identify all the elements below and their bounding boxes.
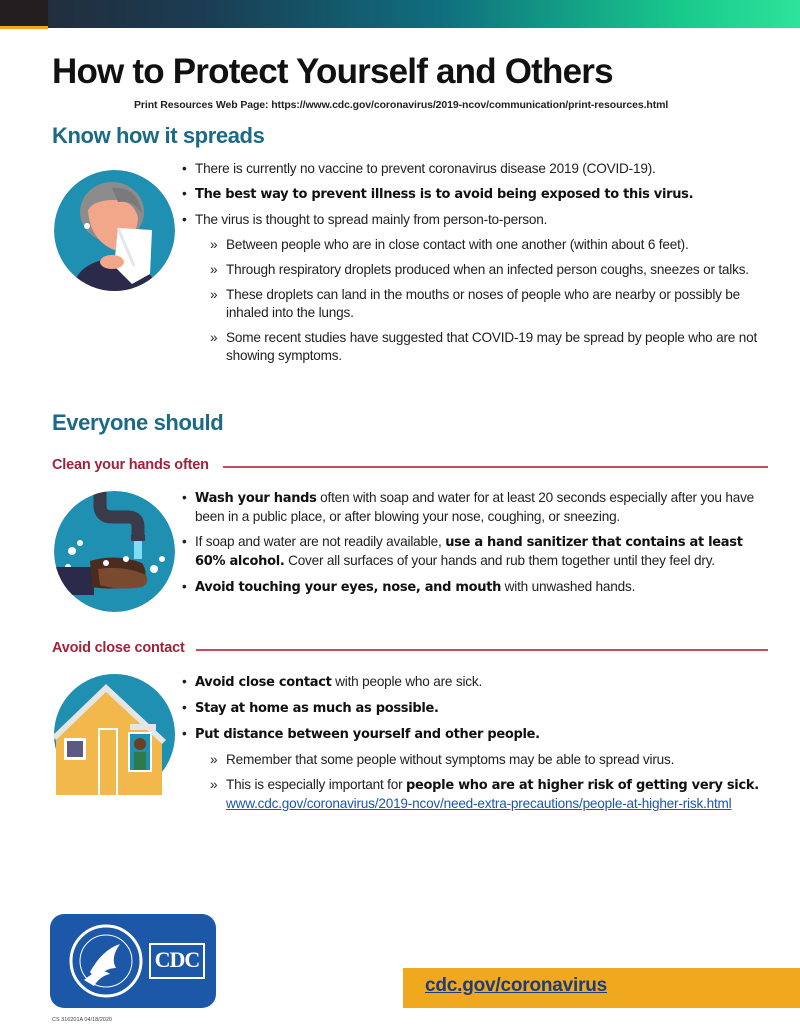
avoid-contact-divider (196, 649, 768, 651)
sneezing-person-illustration (54, 170, 175, 291)
top-banner-dark-block (0, 0, 48, 28)
cdc-coronavirus-link[interactable]: cdc.gov/coronavirus (425, 975, 608, 996)
sub-list-item: » Remember that some people without symptoms may be able to spread virus. (210, 751, 772, 769)
sub-list-item: » This is especially important for people who are at higher risk of getting very sick. www.cdc.gov/coronavirus/2019-ncov/need-extra-precautions/people-at-higher-risk.html (210, 776, 772, 813)
person-tissue-icon (54, 170, 175, 291)
cdc-logo-text: CDC (154, 947, 200, 972)
handwashing-illustration (54, 491, 175, 612)
list-item: • Stay at home as much as possible. (182, 699, 772, 718)
list-item: • Avoid close contact with people who are sick. (182, 673, 772, 692)
clean-hands-divider (223, 466, 768, 468)
home-illustration (54, 674, 175, 795)
list-item: • Wash your hands often with soap and water for at least 20 seconds especially after you have been in a public place, or after blowing your nose, coughing, or sneezing. (182, 489, 772, 526)
know-bullets (182, 160, 772, 372)
clean-hands-heading: Clean your hands often (52, 457, 209, 473)
know-heading: Know how it spreads (52, 123, 265, 148)
sub-list-item: » Some recent studies have suggested that COVID-19 may be spread by people who are not showing symptoms. (210, 329, 772, 365)
top-banner (0, 0, 800, 28)
avoid-contact-heading: Avoid close contact (52, 640, 185, 656)
document-code: CS 316201A 04/18/2020 (52, 1017, 112, 1023)
everyone-heading: Everyone should (52, 410, 224, 435)
sub-list-item: » Through respiratory droplets produced when an infected person coughs, sneezes or talks. (210, 261, 772, 279)
list-item: • There is currently no vaccine to prevent coronavirus disease 2019 (COVID-19). (182, 160, 772, 178)
sub-list-item: » Between people who are in close contact with one another (within about 6 feet). (210, 236, 772, 254)
higher-risk-link[interactable]: www.cdc.gov/coronavirus/2019-ncov/need-extra-precautions/people-at-higher-risk.html (226, 796, 732, 811)
print-resources-url[interactable]: Print Resources Web Page: https://www.cdc.gov/coronavirus/2019-ncov/communication/print-resources.html (134, 99, 669, 111)
clean-hands-bullets (182, 489, 772, 604)
sub-list-item: » These droplets can land in the mouths or noses of people who are nearby or possibly be inhaled into the lungs. (210, 286, 772, 322)
list-item: • If soap and water are not readily available, use a hand sanitizer that contains at least 60% alcohol. Cover all surfaces of your hands and rub them together until they feel dry. (182, 533, 772, 571)
hhs-cdc-logo (50, 914, 216, 1008)
house-icon (54, 674, 175, 795)
list-item: • The best way to prevent illness is to avoid being exposed to this virus. (182, 185, 772, 204)
list-item: • Avoid touching your eyes, nose, and mouth with unwashed hands. (182, 578, 772, 597)
list-item: • Put distance between yourself and other people. (182, 725, 772, 744)
list-item: • The virus is thought to spread mainly from person-to-person. (182, 211, 772, 229)
top-banner-gold-accent (0, 26, 48, 29)
faucet-hands-icon (54, 491, 175, 612)
page-title: How to Protect Yourself and Others (52, 52, 613, 91)
avoid-contact-bullets (182, 673, 772, 820)
